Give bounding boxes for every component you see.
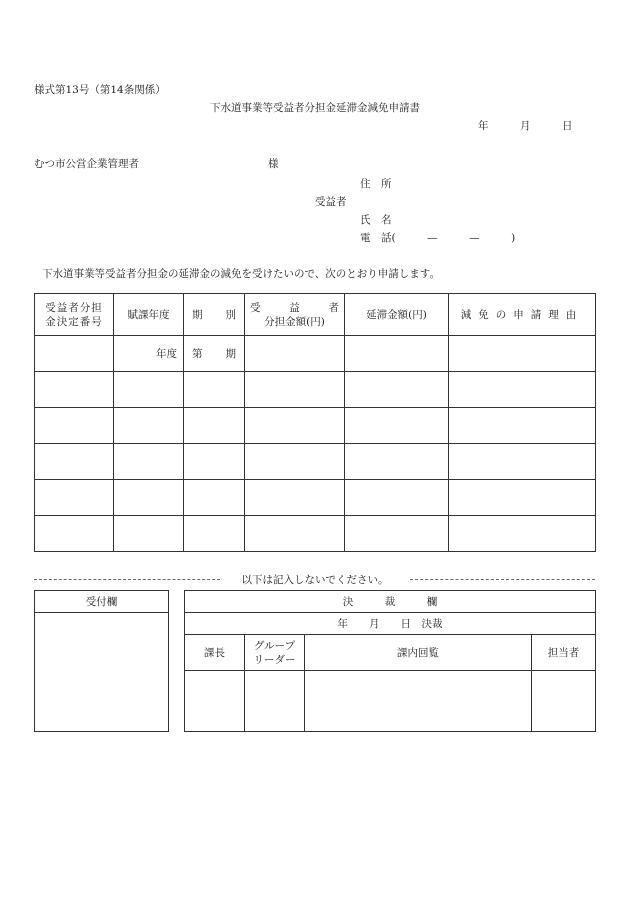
group-leader-stamp-cell[interactable] [245, 671, 305, 732]
decision-number-cell[interactable] [35, 336, 114, 372]
approval-box [184, 590, 596, 732]
header-row [35, 294, 596, 336]
reason-cell[interactable] [449, 444, 596, 480]
reason-cell[interactable] [449, 516, 596, 552]
late-fee-cell[interactable] [345, 516, 449, 552]
header-beneficiary-amount: 受 益 者 分担金額(円) [245, 294, 345, 336]
late-fee-cell[interactable] [345, 336, 449, 372]
form-number: 様式第13号（第14条関係） [34, 84, 166, 96]
header-fiscal-year: 賦課年度 [114, 294, 184, 336]
reason-cell[interactable] [449, 480, 596, 516]
address-label: 住 所 [360, 178, 392, 190]
decision-number-cell[interactable] [35, 372, 114, 408]
fiscal-year-cell[interactable] [114, 408, 184, 444]
date-line: 年 月 日 [478, 120, 573, 132]
approval-label: 決 裁 欄 [185, 591, 596, 613]
period-cell[interactable] [184, 480, 245, 516]
late-fee-cell[interactable] [345, 480, 449, 516]
application-table [34, 293, 596, 552]
table-row [35, 480, 596, 516]
amount-cell[interactable] [245, 336, 345, 372]
amount-cell[interactable] [245, 516, 345, 552]
period-cell[interactable] [184, 444, 245, 480]
amount-cell[interactable] [245, 408, 345, 444]
addressee: むつ市公営企業管理者 [34, 158, 139, 170]
amount-cell[interactable] [245, 372, 345, 408]
chief-stamp-cell[interactable] [185, 671, 245, 732]
honorific: 様 [268, 158, 279, 170]
fiscal-year-cell[interactable] [114, 480, 184, 516]
chief-label: 課長 [185, 635, 245, 671]
period-cell[interactable] [184, 408, 245, 444]
table-row [35, 444, 596, 480]
staff-label: 担当者 [532, 635, 596, 671]
period-cell[interactable]: 第 期 [184, 336, 245, 372]
statement: 下水道事業等受益者分担金の延滞金の減免を受けたいので、次のとおり申請します。 [42, 268, 440, 280]
staff-stamp-cell[interactable] [532, 671, 596, 732]
table-row [35, 408, 596, 444]
form-title: 下水道事業等受益者分担金延滞金減免申請書 [210, 102, 420, 114]
approval-date: 年 月 日 決裁 [185, 613, 596, 635]
reason-cell[interactable] [449, 372, 596, 408]
table-row [35, 336, 596, 372]
fiscal-year-cell[interactable]: 年度 [114, 336, 184, 372]
reason-cell[interactable] [449, 336, 596, 372]
table-row [35, 516, 596, 552]
fiscal-year-cell[interactable] [114, 444, 184, 480]
amount-cell[interactable] [245, 444, 345, 480]
late-fee-cell[interactable] [345, 444, 449, 480]
circulation-label: 課内回覧 [305, 635, 532, 671]
reason-cell[interactable] [449, 408, 596, 444]
fiscal-year-cell[interactable] [114, 516, 184, 552]
divider-right [410, 579, 595, 580]
phone-label: 電 話( — — ) [360, 232, 516, 244]
group-leader-label: グループ リーダー [245, 635, 305, 671]
decision-number-cell[interactable] [35, 408, 114, 444]
reception-label: 受付欄 [35, 591, 169, 613]
header-decision-number: 受益者分担 金決定番号 [35, 294, 114, 336]
office-use-notice: 以下は記入しないでください。 [241, 574, 389, 586]
beneficiary-label: 受益者 [315, 196, 347, 208]
decision-number-cell[interactable] [35, 516, 114, 552]
reception-box [34, 590, 169, 732]
table-row [35, 372, 596, 408]
late-fee-cell[interactable] [345, 408, 449, 444]
name-label: 氏 名 [360, 214, 392, 226]
header-reason: 減免の申請理由 [449, 294, 596, 336]
decision-number-cell[interactable] [35, 444, 114, 480]
amount-cell[interactable] [245, 480, 345, 516]
reception-stamp-area[interactable] [35, 613, 169, 732]
circulation-stamp-cell[interactable] [305, 671, 532, 732]
fiscal-year-cell[interactable] [114, 372, 184, 408]
late-fee-cell[interactable] [345, 372, 449, 408]
period-cell[interactable] [184, 372, 245, 408]
header-period: 期 別 [184, 294, 245, 336]
decision-number-cell[interactable] [35, 480, 114, 516]
period-cell[interactable] [184, 516, 245, 552]
header-late-fee: 延滞金額(円) [345, 294, 449, 336]
